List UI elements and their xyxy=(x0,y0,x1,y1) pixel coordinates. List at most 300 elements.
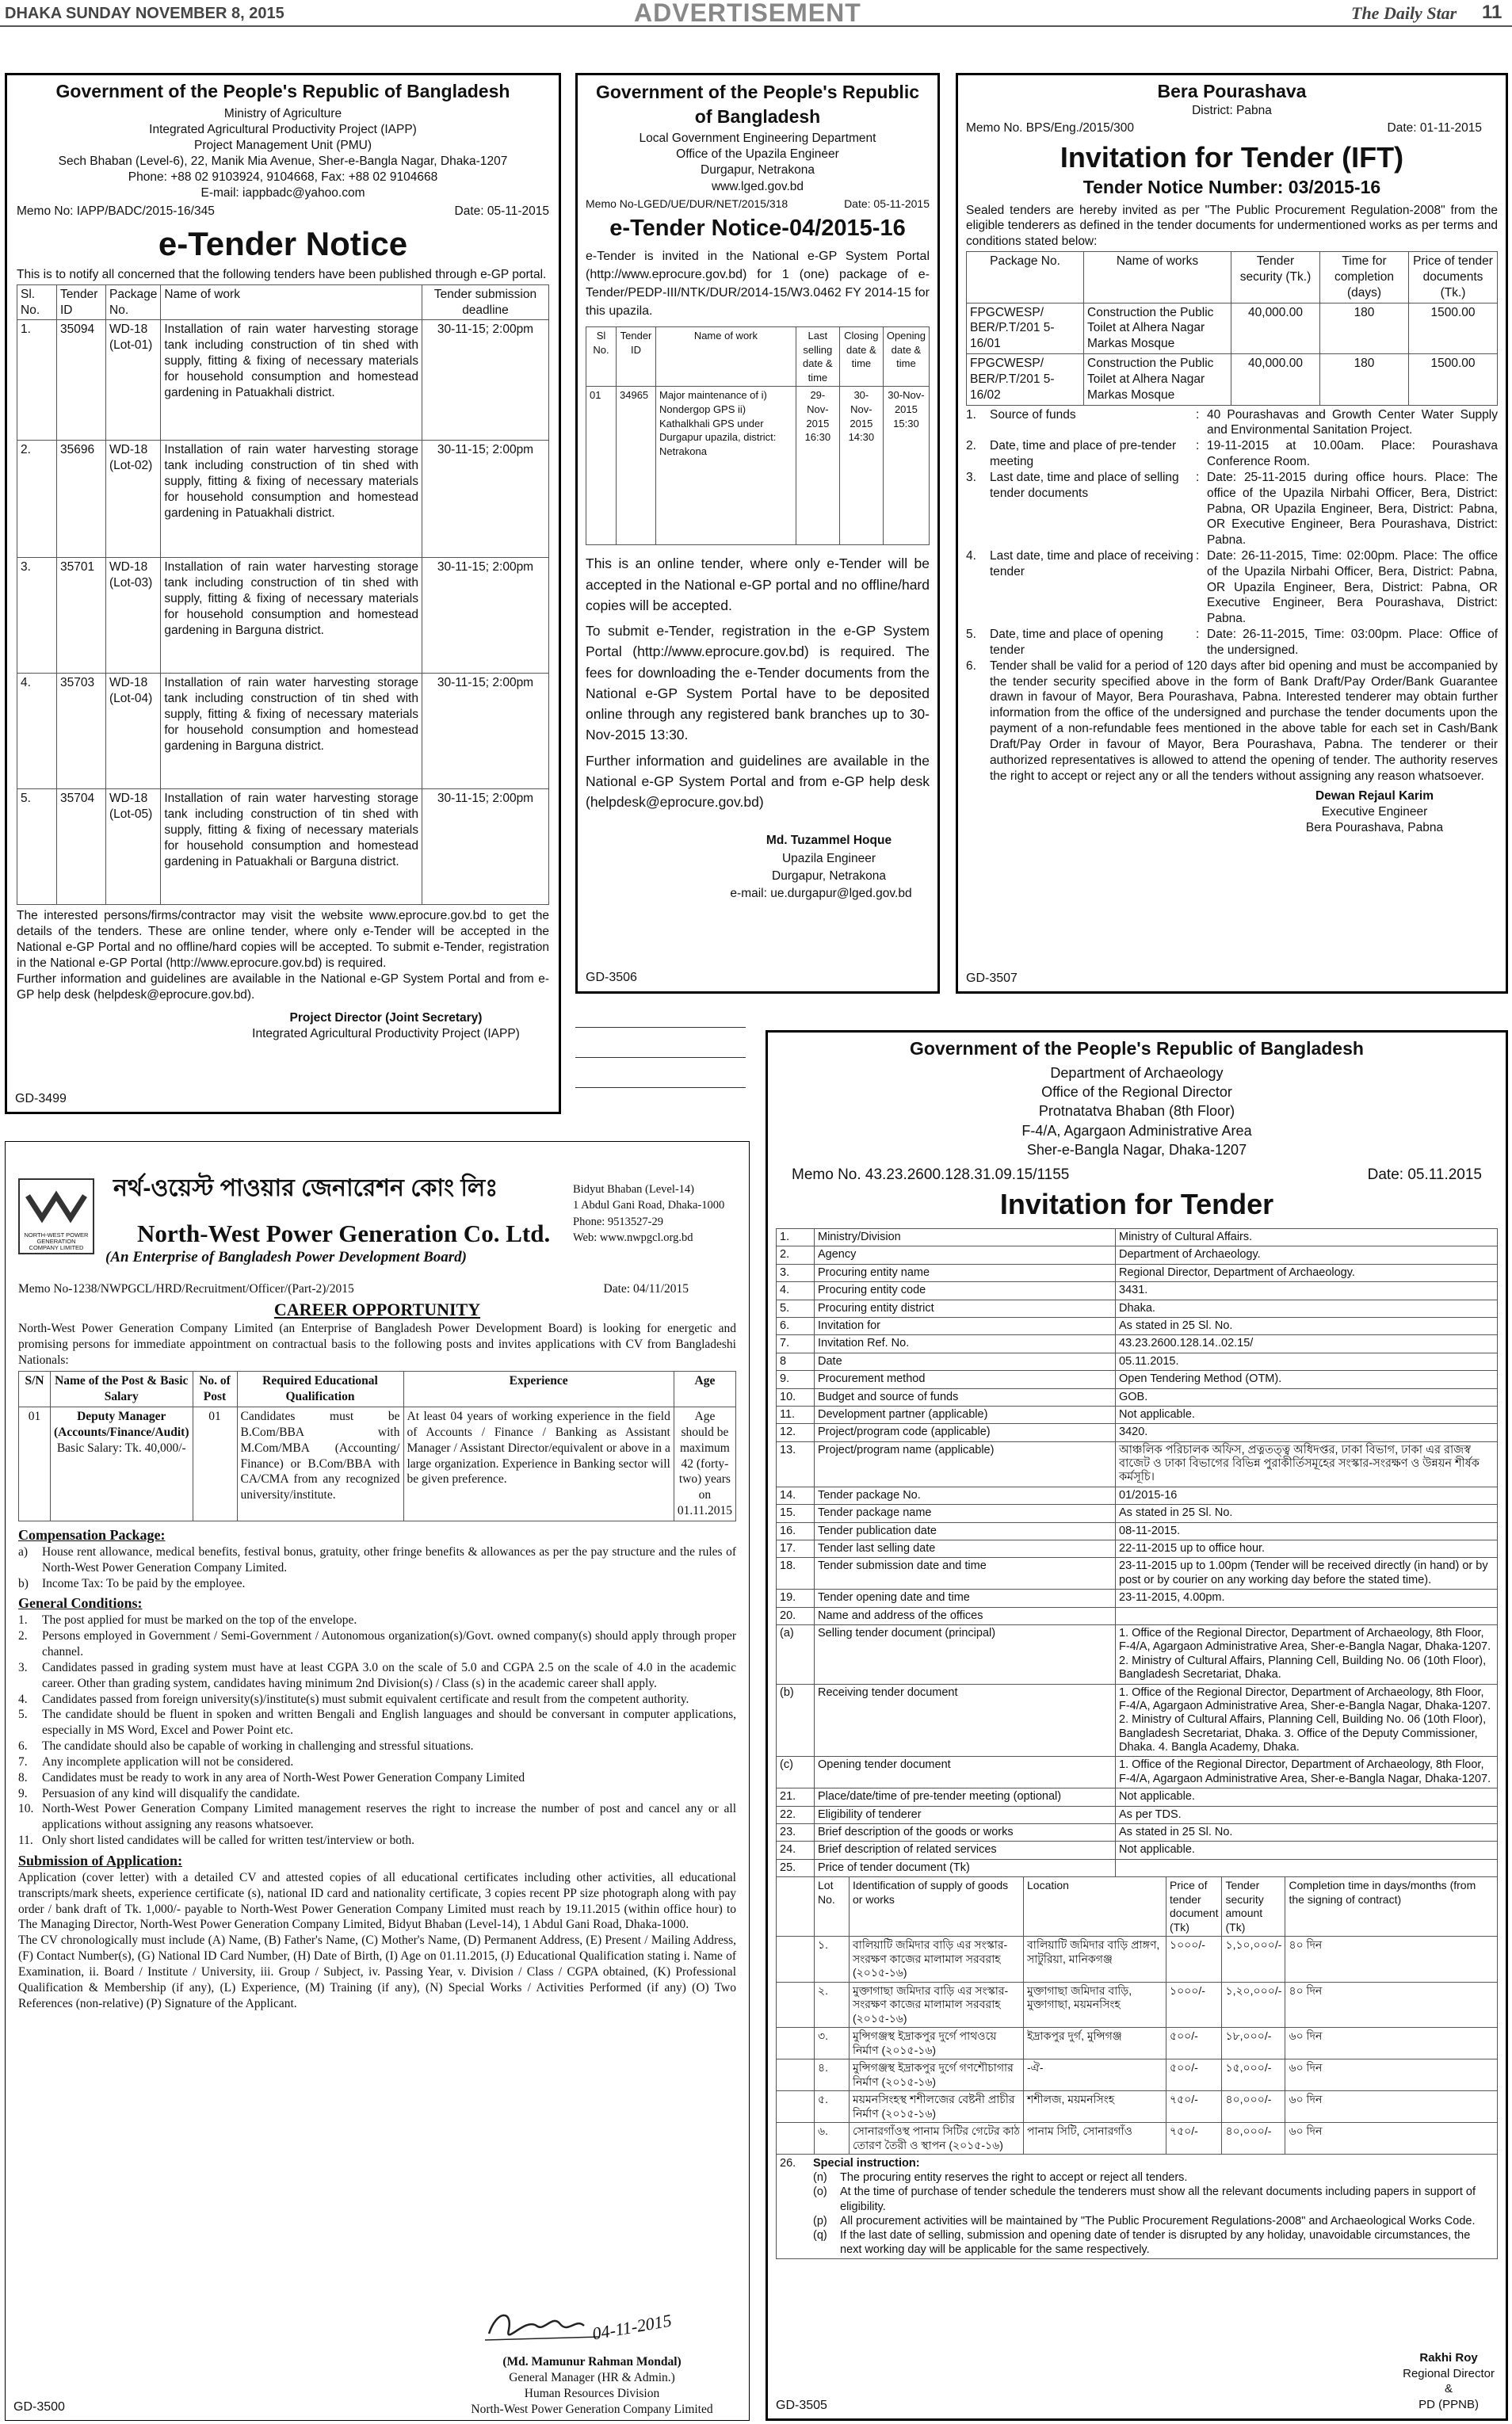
row-value: 22-11-2015 up to office hour. xyxy=(1116,1540,1498,1558)
cell: ৬০ দিন xyxy=(1285,2028,1498,2059)
item-value: Tender shall be valid for a period of 120 days after bid opening and must be accompanied by the tender security specified above in the form of Bank Draft/Pay Order/Bank Guarantee drawn in favour of Mayor, Bera Pourashava, Pabna. Interested tenderer may obtain further information from the office of the undersigned and purchase the tender documents upon the payment of a non-refundable fees mentioned in the above table for each set in Cash/Bank Draft/Pay Order in favour of Mayor, Bera Pourashava, Pabna. The tenderer or their authorized representatives is allowed to attend the opening of tender. The authority reserves the right to accept or reject any or all the tenders without assigning any reason whatsoever. xyxy=(990,658,1498,783)
row-number: (c) xyxy=(777,1757,815,1788)
row-value xyxy=(1116,1859,1498,1876)
website: Web: www.nwpgcl.org.bd xyxy=(573,1231,693,1244)
item-number: 4. xyxy=(966,549,976,563)
section-heading: Special instruction: xyxy=(813,2157,920,2170)
col-header: Tender ID xyxy=(57,284,106,320)
ad-footer-text: Further information and guidelines are available in the National e-GP System Portal and from e-GP help desk (helpdesk@eprocure.gov.bd). xyxy=(17,972,549,1002)
lot-row xyxy=(777,2059,1498,2091)
list-item xyxy=(18,1754,736,1770)
list-item xyxy=(18,1692,736,1708)
item-number: 1. xyxy=(966,407,976,422)
signature-date: 04-11-2015 xyxy=(590,2310,674,2344)
company-subtitle: (An Enterprise of Bangladesh Power Development Board) xyxy=(105,1249,468,1265)
row-value: As stated in 25 Sl. No. xyxy=(1116,1317,1498,1334)
ad-paragraph: Further information and guidelines are available in the National e-GP System Portal and from e-GP help desk (helpdesk@eprocure.gov.bd) xyxy=(586,752,930,811)
cell: WD-18 (Lot-04) xyxy=(106,674,161,789)
terms-list xyxy=(966,407,1498,784)
ad-address-line: Durgapur, Netrakona xyxy=(701,163,815,178)
item-number: b) xyxy=(18,1576,29,1590)
row-label: Tender publication date xyxy=(815,1522,1116,1540)
table-row xyxy=(967,354,1498,405)
item-text: Candidates passed in grading system must have at least CGPA 3.0 on the scale of 5.0 and CGPA 2.5 on the scale of 4.0 in the academic career. Other than grading system, candidates having minimum 2nd Division(s) / Class (s) in the academic career shall apply. xyxy=(42,1660,736,1690)
cell: -ঐ- xyxy=(1024,2059,1166,2091)
table-row xyxy=(777,1487,1498,1504)
item-key: Last date, time and place of selling tender documents xyxy=(990,470,1179,500)
col-header: S/N xyxy=(19,1372,51,1407)
cell: ৬০ দিন xyxy=(1285,2059,1498,2091)
gd-number: GD-3507 xyxy=(966,971,1018,985)
ad-footer-text: The interested persons/firms/contractor may visit the website www.eprocure.gov.bd to get the details of the tenders. These are online tender, where only e-Tender will be accepted in the National e-GP Portal and no offline/hard copies will be accepted. To submit e-Tender, registration in the National e-GP Portal (http://www.eprocure.gov.bd) is required. xyxy=(17,909,549,970)
cell: ৭৫০/- xyxy=(1166,2123,1222,2155)
table-row xyxy=(777,1371,1498,1388)
post-salary: Basic Salary: Tk. 40,000/- xyxy=(56,1441,186,1455)
memo-date: Date: 05-11-2015 xyxy=(454,204,549,219)
cell: Construction the Public Toilet at Alhera Nagar Markas Mosque xyxy=(1084,303,1231,353)
item-number: (q) xyxy=(813,2228,827,2242)
row-number: 20. xyxy=(777,1607,815,1624)
company-address xyxy=(573,1181,724,1246)
gd-number: GD-3499 xyxy=(15,1091,67,1105)
col-header: Tender submission deadline xyxy=(422,284,549,320)
row-label: Tender submission date and time xyxy=(815,1558,1116,1590)
ad-address-line: Department of Archaeology xyxy=(1050,1064,1224,1081)
item-text: The candidate should be fluent in spoken and written Bengali and English languages and should be conversant in computer applications, especially in MS Word, Excel and Power Point etc. xyxy=(42,1708,736,1738)
cell: 1500.00 xyxy=(1409,354,1498,405)
list-item xyxy=(780,2185,1494,2213)
ad-district: District: Pabna xyxy=(1192,104,1272,118)
row-number: 11. xyxy=(777,1406,815,1423)
table-row xyxy=(777,1246,1498,1264)
ad-address-line: Sher-e-Bangla Nagar, Dhaka-1207 xyxy=(1026,1141,1247,1158)
list-item xyxy=(18,1660,736,1692)
cell: ৫০০/- xyxy=(1166,2028,1222,2059)
table-row xyxy=(777,1607,1498,1624)
cell: WD-18 (Lot-02) xyxy=(106,441,161,558)
item-number: 3. xyxy=(18,1660,28,1674)
cell: পানাম সিটি, সোনারগাঁও xyxy=(1024,2123,1166,2155)
cell: ১. xyxy=(815,1937,850,1983)
ad-paragraph: This is an online tender, where only e-Tender will be accepted in the National e-GP portal and no offline/hard copies will be accepted. xyxy=(586,555,930,613)
address-line: Bidyut Bhaban (Level-14) xyxy=(573,1183,695,1196)
row-label: Development partner (applicable) xyxy=(815,1406,1116,1423)
row-number: 21. xyxy=(777,1788,815,1806)
cell: 29-Nov-2015 16:30 xyxy=(796,387,839,545)
cell: At least 04 years of working experience in the field of Accounts / Finance / Banking as Assistant Manager / Assistant Director/equivalent or above in a large organization. Experience in Banking sector will be given preference. xyxy=(403,1407,674,1521)
row-number: 19. xyxy=(777,1590,815,1607)
header-paper-name: The Daily Star xyxy=(1351,3,1457,23)
table-row xyxy=(777,1335,1498,1353)
list-item xyxy=(18,1707,736,1739)
cell: ১,১০,০০০/- xyxy=(1222,1937,1285,1983)
cell: ১,২০,০০০/- xyxy=(1222,1982,1285,2028)
table-row xyxy=(17,441,549,558)
table-row xyxy=(777,1353,1498,1370)
table-row xyxy=(17,320,549,441)
cell: Age should be maximum 42 (forty-two) years on 01.11.2015 xyxy=(674,1407,735,1521)
row-value: 43.23.2600.128.14..02.15/ xyxy=(1116,1335,1498,1353)
cell: 30-11-15; 2:00pm xyxy=(422,558,549,674)
item-key: Date, time and place of pre-tender meeting xyxy=(990,439,1177,469)
lot-row xyxy=(777,1982,1498,2028)
row-label: Project/program name (applicable) xyxy=(815,1441,1116,1487)
table-row xyxy=(777,1522,1498,1540)
row-number: (b) xyxy=(777,1684,815,1757)
item-text: Only short listed candidates will be called for written test/interview or both. xyxy=(42,1834,415,1848)
table-row xyxy=(777,1388,1498,1406)
item-text: Persuasion of any kind will disqualify the candidate. xyxy=(42,1786,300,1800)
table-row xyxy=(777,1558,1498,1590)
signatory-title: Upazila Engineer xyxy=(781,851,876,865)
cell: ৭৫০/- xyxy=(1166,2091,1222,2123)
item-number: 9. xyxy=(18,1786,28,1800)
ad-address-line: Office of the Regional Director xyxy=(1041,1084,1232,1101)
cell: 180 xyxy=(1320,303,1409,353)
memo-date: Date: 05.11.2015 xyxy=(1367,1166,1482,1184)
table-row xyxy=(17,558,549,674)
cell: ১০০০/- xyxy=(1166,1937,1222,1983)
cell: ১৫,০০০/- xyxy=(1222,2059,1285,2091)
row-label: Budget and source of funds xyxy=(815,1388,1116,1406)
row-label: Procurement method xyxy=(815,1371,1116,1388)
row-label: Procuring entity name xyxy=(815,1264,1116,1281)
table-row xyxy=(17,674,549,789)
row-number: 18. xyxy=(777,1558,815,1590)
item-text: Persons employed in Government / Semi-Government / Autonomous organization(s)/Govt. owned company(s) should apply through proper channel. xyxy=(42,1629,736,1659)
row-value: Not applicable. xyxy=(1116,1842,1498,1859)
row-number: 15. xyxy=(777,1505,815,1522)
row-label: Date xyxy=(815,1353,1116,1370)
cell: মুক্তাগাছা জমিদার বাড়ি, মুক্তাগাছা, ময়মনসিংহ xyxy=(1024,1982,1166,2028)
signatory-title: General Manager (HR & Admin.) xyxy=(509,2371,675,2385)
row-value: Dhaka. xyxy=(1116,1300,1498,1317)
table-row xyxy=(777,1788,1498,1806)
table-row xyxy=(19,1407,736,1521)
item-text: Income Tax: To be paid by the employee. xyxy=(42,1576,246,1590)
cell: 1500.00 xyxy=(1409,303,1498,353)
cell: ১৮,০০০/- xyxy=(1222,2028,1285,2059)
row-number: 8 xyxy=(777,1353,815,1370)
row-number: 10. xyxy=(777,1388,815,1406)
table-row xyxy=(777,1824,1498,1842)
row-number: 9. xyxy=(777,1371,815,1388)
ad-intro: e-Tender is invited in the National e-GP System Portal (http://www.eprocure.gov.bd) for 1 (one) package of e-Tender/PEDP-III/NTK/DUR/2014-15/W3.0462 FY 2014-15 for this upazila. xyxy=(586,249,930,319)
submission-text: Application (cover letter) with a detailed CV and attested copies of all educational certificates including other activities, all educational transcripts/mark sheets, experience certificate (s), national ID card and nationality certificate, 3 copies recent PP size photograph along with pay order / bank draft of Tk. 1,000/- payable to North-West Power Generation Company Limited must reach by 19.11.2015 (within office hour) to The Managing Director, North-West Power Generation Company Limited, Bidyut Bhaban (Level-14), 1 Abdul Gani Road, Dhaka-1000. xyxy=(18,1870,736,1932)
table-row xyxy=(777,1859,1498,1876)
list-item: 3. Last date, time and place of selling tender documents : Date: 25-11-2015 during office hours. Place: The office of the Upazila Nirbahi Officer, Bera, District: Pabna, OR Upazila Engineer, Bera, District: Pabna, OR Executive Engineer, Bera Pourashava, District: Pabna. xyxy=(966,470,1498,548)
cell: ৪০,০০০/- xyxy=(1222,2123,1285,2155)
cell: Installation of rain water harvesting storage tank including construction of tin shed with supply, fitting & fixing of necessary materials for household consumption and homestead gardening in Patuakhali district. xyxy=(161,441,422,558)
cell: Construction the Public Toilet at Alhera Nagar Markas Mosque xyxy=(1084,354,1231,405)
table-row xyxy=(777,1228,1498,1246)
row-value: GOB. xyxy=(1116,1388,1498,1406)
item-number: 1. xyxy=(18,1613,28,1628)
cell: ৫০০/- xyxy=(1166,2059,1222,2091)
signatory-amp: & xyxy=(1445,2382,1453,2395)
row-number: (a) xyxy=(777,1624,815,1684)
cell: মুন্সিগঞ্জস্থ ইদ্রাকপুর দুর্গে গণশৌচাগার নির্মাণ (২০১৫-১৬) xyxy=(850,2059,1024,2091)
row-value: Regional Director, Department of Archaeology. xyxy=(1116,1264,1498,1281)
memo-number: Memo No. BPS/Eng./2015/300 xyxy=(966,121,1134,136)
cell: ইদ্রাকপুর দুর্গ, মুন্সিগঞ্জ xyxy=(1024,2028,1166,2059)
row-label: Brief description of related services xyxy=(815,1842,1116,1859)
row-number: 12. xyxy=(777,1424,815,1441)
table-row xyxy=(17,789,549,905)
list-item: 2. Date, time and place of pre-tender meeting : 19-11-2015 at 10.00am. Place: Pourashava Conference Room. xyxy=(966,439,1498,469)
cell: 35696 xyxy=(57,441,106,558)
item-value: 40 Pourashavas and Growth Center Water Supply and Environmental Sanitation Project. xyxy=(1207,407,1498,437)
cell: WD-18 (Lot-01) xyxy=(106,320,161,441)
item-text: North-West Power Generation Company Limited management reserves the right to increase the number of post and cancel any or all applications without assigning any reasons whatsoever. xyxy=(42,1802,736,1832)
row-label: Agency xyxy=(815,1246,1116,1264)
gd-number: GD-3505 xyxy=(776,2399,827,2412)
signatory-office: Bera Pourashava, Pabna xyxy=(1305,821,1444,835)
ad-paragraph: To submit e-Tender, registration in the e-GP System Portal (http://www.eprocure.gov.bd) is required. The fees for downloading the e-Tender documents from the National e-GP System Portal have to be deposited online through any registered bank branches up to 30-Nov-2015 13:30. xyxy=(586,623,930,743)
ad-email: E-mail: iappbadc@yahoo.com xyxy=(200,185,365,200)
item-number: 6. xyxy=(966,658,976,673)
cell: Installation of rain water harvesting storage tank including construction of tin shed with supply, fitting & fixing of necessary materials for household consumption and homestead gardening in Barguna district. xyxy=(161,558,422,674)
iapp-etender-ad xyxy=(5,73,561,1114)
signatory-name: Rakhi Roy xyxy=(1419,2351,1478,2365)
list-item xyxy=(18,1786,736,1802)
table-row xyxy=(777,1590,1498,1607)
item-value: Date: 26-11-2015, Time: 03:00pm. Place: Office of the undersigned. xyxy=(1207,628,1498,657)
cell: 35704 xyxy=(57,789,106,905)
col-header: Package No. xyxy=(106,284,161,320)
ad-address-line: Ministry of Agriculture xyxy=(223,107,342,121)
col-header: Closing date & time xyxy=(839,327,883,387)
memo-number: Memo No-LGED/UE/DUR/NET/2015/318 xyxy=(586,197,788,210)
phone: Phone: 9513527-29 xyxy=(573,1215,663,1228)
tender-table xyxy=(17,284,549,906)
signatory-office: Durgapur, Netrakona xyxy=(772,868,886,883)
ad-title: Bera Pourashava xyxy=(1157,81,1307,101)
cell: Installation of rain water harvesting storage tank including construction of tin shed with supply, fitting & fixing of necessary materials for household consumption and homestead gardening in Barguna district. xyxy=(161,674,422,789)
cell: শশীলজ, ময়মনসিংহ xyxy=(1024,2091,1166,2123)
item-number: 5. xyxy=(18,1708,28,1722)
cell: 30-11-15; 2:00pm xyxy=(422,789,549,905)
header-page-number: 11 xyxy=(1482,2,1502,23)
cell: 3. xyxy=(17,558,57,674)
logo-wave-icon xyxy=(20,1180,93,1227)
page-header xyxy=(0,0,1512,27)
item-text: All procurement activities will be maintained by "The Public Procurement Regulations-2008" and Archaeological Works Code. xyxy=(840,2214,1476,2227)
list-item xyxy=(18,1833,736,1849)
cell: WD-18 (Lot-05) xyxy=(106,789,161,905)
col-header: Required Educational Qualification xyxy=(237,1372,403,1407)
signatory-name: Md. Tuzammel Hoque xyxy=(766,834,892,848)
ad-address-line: Phone: +88 02 9103924, 9104668, Fax: +88 02 9104668 xyxy=(128,170,438,184)
cell: 34965 xyxy=(617,387,656,545)
signature-block xyxy=(1403,2350,1495,2412)
item-text: At the time of purchase of tender schedule the tenderers must show all the relevant documents including papers in support of eligibility. xyxy=(840,2185,1476,2213)
cell: বালিয়াটি জমিদার বাড়ি প্রাঙ্গণ, সাটুরিয়া, মানিকগঞ্জ xyxy=(1024,1937,1166,1983)
row-label: Receiving tender document xyxy=(815,1684,1116,1757)
signatory-title: Regional Director xyxy=(1403,2366,1495,2380)
cell: ৪০ দিন xyxy=(1285,1937,1498,1983)
table-row xyxy=(777,1424,1498,1441)
row-label: Selling tender document (principal) xyxy=(815,1624,1116,1684)
company-logo xyxy=(18,1178,94,1254)
cell: 4. xyxy=(17,674,57,789)
table-row xyxy=(777,1300,1498,1317)
cell: 30-11-15; 2:00pm xyxy=(422,320,549,441)
row-value: আঞ্চলিক পরিচালক অফিস, প্রত্নতত্ত্ব অধিদপ্তর, ঢাকা বিভাগ, ঢাকা এর রাজস্ব বাজেট ও ঢাকা বিভাগের বিভিন্ন পুরাকীর্তিসমূহের সংস্কার-সংরক্ষণ ও উন্নয়ন শীর্ষক কর্মসূচি। xyxy=(1116,1441,1498,1487)
ad-address-line: Office of the Upazila Engineer xyxy=(676,147,839,162)
table-row xyxy=(777,1684,1498,1757)
row-value: As stated in 25 Sl. No. xyxy=(1116,1824,1498,1842)
tender-table xyxy=(966,251,1498,405)
cell: 30-Nov-2015 15:30 xyxy=(883,387,929,545)
row-value: As per TDS. xyxy=(1116,1806,1498,1823)
cell: 30-11-15; 2:00pm xyxy=(422,441,549,558)
row-number: 13. xyxy=(777,1441,815,1487)
list-item xyxy=(18,1801,736,1833)
memo-number: Memo No. 43.23.2600.128.31.09.15/1155 xyxy=(792,1166,1070,1184)
list-item xyxy=(18,1613,736,1628)
memo-date: Date: 05-11-2015 xyxy=(844,197,930,210)
row-label: Eligibility of tenderer xyxy=(815,1806,1116,1823)
ad-title: Government of the People's Republic of Bangladesh xyxy=(910,1038,1364,1059)
cell: ২. xyxy=(815,1982,850,2028)
lot-table xyxy=(776,1877,1498,2155)
row-value: 1. Office of the Regional Director, Department of Archaeology, 8th Floor, F-4/A, Agargaon Administrative Area, Sher-e-Bangla Nagar, Dhaka-1207. 2. Ministry of Cultural Affairs, Planning Cell, Building No. 06 (10th Floor), Bangladesh Secretariat, Dhaka. xyxy=(1116,1624,1498,1684)
table-row xyxy=(777,1317,1498,1334)
item-key: Source of funds xyxy=(990,407,1076,422)
cell: 35094 xyxy=(57,320,106,441)
col-header: Location xyxy=(1024,1877,1166,1937)
vacancy-table xyxy=(18,1371,736,1521)
ad-address-line: Local Government Engineering Department xyxy=(639,132,876,146)
row-label: Tender package name xyxy=(815,1505,1116,1522)
row-number: 7. xyxy=(777,1335,815,1353)
table-row xyxy=(777,1624,1498,1684)
address-line: 1 Abdul Gani Road, Dhaka-1000 xyxy=(573,1199,725,1212)
item-text: The procuring entity reserves the right to accept or reject all tenders. xyxy=(840,2171,1188,2185)
cell: ৫. xyxy=(815,2091,850,2123)
item-text: If the last date of selling, submission and opening date of tender is disrupted by any holiday, unavoidable circumstances, the next working day will be applicable for the same respectively. xyxy=(840,2228,1471,2256)
nwpgcl-career-ad xyxy=(5,1141,750,2421)
item-number: 6. xyxy=(18,1739,28,1754)
row-value: 3420. xyxy=(1116,1424,1498,1441)
cell: 5. xyxy=(17,789,57,905)
item-value: Date: 26-11-2015, Time: 02:00pm. Place: The office of the Upazila Nirbahi Officer, Bera, District: Pabna, OR Upazila Engineer, Bera, District: Pabna, OR Executive Engineer, Bera Pourashava, District: Pabna. xyxy=(1207,549,1498,626)
col-header: Completion time in days/months (from the signing of contract) xyxy=(1285,1877,1498,1937)
special-instructions xyxy=(776,2155,1498,2259)
cell: সোনারগাঁওস্থ পানাম সিটির গেটের কাঠ তোরণ তৈরী ও স্থাপন (২০১৫-১৬) xyxy=(850,2123,1024,2155)
table-row xyxy=(777,1441,1498,1487)
row-value xyxy=(1116,1607,1498,1624)
ad-website: www.lged.gov.bd xyxy=(711,179,804,193)
row-value: Ministry of Cultural Affairs. xyxy=(1116,1228,1498,1246)
cell: ৪০ দিন xyxy=(1285,1982,1498,2028)
row-number: 24. xyxy=(777,1842,815,1859)
row-value: Not applicable. xyxy=(1116,1406,1498,1423)
signatory-role: PD (PPNB) xyxy=(1418,2397,1479,2411)
cell: ময়মনসিংহস্থ শশীলজের বেষ্টনী প্রাচীর নির্মাণ (২০১৫-১৬) xyxy=(850,2091,1024,2123)
row-number: 5. xyxy=(777,1300,815,1317)
cell: ৬০ দিন xyxy=(1285,2123,1498,2155)
cell: 40,000.00 xyxy=(1231,354,1320,405)
section-heading: General Conditions: xyxy=(18,1595,143,1612)
signatory-title: Executive Engineer xyxy=(1321,805,1428,819)
ad-intro: Sealed tenders are hereby invited as per "The Public Procurement Regulation-2008" from the eligible tenderers as defined in the tender documents for undermentioned works as per terms and conditions stated below: xyxy=(966,203,1498,249)
cv-requirements: The CV chronologically must include (A) Name, (B) Father's Name, (C) Mother's Name, (D) Permanent Address, (E) Present / Mailing Address, (F) Contact Number(s), (G) National ID Card Number, (H) Date of Birth, (I) Age on 01.11.2015, (J) Educational Qualification stating i. Name of Examination, ii. Board / Institute / University, iii. Group / Subject, iv. Passing Year, v. Division / Class / CGPA obtained, (K) Professional Qualification & Membership (if any), (L) Experience, (M) Training (if any), (N) Special Works / Activities Performed (if any) (O) Two References (non-relative) (P) Signature of the Applicant. xyxy=(18,1933,736,2010)
memo-date: Date: 01-11-2015 xyxy=(1387,121,1482,136)
row-value: 08-11-2015. xyxy=(1116,1522,1498,1540)
table-row xyxy=(777,1264,1498,1281)
list-item xyxy=(18,1576,736,1592)
row-number: 6. xyxy=(777,1317,815,1334)
row-number: 17. xyxy=(777,1540,815,1558)
row-number: 22. xyxy=(777,1806,815,1823)
ad-title: Government of the People's Republic of Bangladesh xyxy=(55,81,510,101)
table-row xyxy=(777,1406,1498,1423)
cell: 30-11-15; 2:00pm xyxy=(422,674,549,789)
item-number: (n) xyxy=(813,2171,827,2185)
col-header: Experience xyxy=(403,1372,674,1407)
col-header: Age xyxy=(674,1372,735,1407)
company-bangla-name: নর্থ-ওয়েস্ট পাওয়ার জেনারেশন কোং লিঃ xyxy=(113,1175,498,1201)
col-header: Name of the Post & Basic Salary xyxy=(51,1372,193,1407)
ad-heading: CAREER OPPORTUNITY xyxy=(273,1299,481,1319)
list-item xyxy=(780,2228,1494,2257)
list-item: 5. Date, time and place of opening tender : Date: 26-11-2015, Time: 03:00pm. Place: Office of the undersigned. xyxy=(966,628,1498,657)
row-number: 23. xyxy=(777,1824,815,1842)
row-label: Brief description of the goods or works xyxy=(815,1824,1116,1842)
col-header: Name of work xyxy=(161,284,422,320)
table-row xyxy=(777,1757,1498,1788)
signatory-division: Human Resources Division xyxy=(524,2387,660,2401)
row-value: Open Tendering Method (OTM). xyxy=(1116,1371,1498,1388)
ad-intro: This is to notify all concerned that the following tenders have been published through e-GP portal. xyxy=(17,267,547,281)
company-name: North-West Power Generation Co. Ltd. xyxy=(137,1220,551,1247)
cell: 180 xyxy=(1320,354,1409,405)
row-label: Price of tender document (Tk) xyxy=(815,1859,1116,1876)
ad-title: Government of the People's Republic of Bangladesh xyxy=(595,82,920,128)
cell: 01 xyxy=(193,1407,237,1521)
cell: Major maintenance of i) Nondergop GPS ii) Kathalkhali GPS under Durgapur upazila, district: Netrakona xyxy=(656,387,796,545)
cell: ৬০ দিন xyxy=(1285,2091,1498,2123)
row-value: 1. Office of the Regional Director, Department of Archaeology, 8th Floor, F-4/A, Agargaon Administrative Area, Sher-e-Bangla Nagar, Dhaka-1207. 2. Ministry of Cultural Affairs, Planning Cell, Building No. 06 (10th Floor), Bangladesh Secretariat, Dhaka. 3. Office of the Deputy Commissioner, Dhaka. 4. Bangla Academy, Dhaka. xyxy=(1116,1684,1498,1757)
table-row xyxy=(967,303,1498,353)
row-label: Tender last selling date xyxy=(815,1540,1116,1558)
list-item xyxy=(18,1739,736,1754)
cell: Candidates must be B.Com/BBA with M.Com/MBA (Accounting/ Finance) or B.Com/BBA with CA/CMA from any recognized university/institute. xyxy=(237,1407,403,1521)
list-item: 4. Last date, time and place of receiving tender : Date: 26-11-2015, Time: 02:00pm. Place: The office of the Upazila Nirbahi Officer, Bera, District: Pabna, OR Upazila Engineer, Bera, District: Pabna, OR Executive Engineer, Bera Pourashava, District: Pabna. xyxy=(966,549,1498,626)
lot-row xyxy=(777,1937,1498,1983)
signatory-email: e-mail: ue.durgapur@lged.gov.bd xyxy=(730,886,912,900)
col-header: Sl No. xyxy=(586,327,617,387)
item-number: 7. xyxy=(18,1754,28,1769)
row-label: Tender opening date and time xyxy=(815,1590,1116,1607)
col-header: Tender ID xyxy=(617,327,656,387)
gd-number: GD-3500 xyxy=(13,2399,65,2414)
row-label: Ministry/Division xyxy=(815,1228,1116,1246)
signatory-name: (Md. Mamunur Rahman Mondal) xyxy=(502,2355,682,2369)
row-label: Procuring entity code xyxy=(815,1282,1116,1300)
row-label: Name and address of the offices xyxy=(815,1607,1116,1624)
item-number: 8. xyxy=(18,1770,28,1785)
table-row xyxy=(777,1806,1498,1823)
cell: ৪. xyxy=(815,2059,850,2091)
header-dateline: DHAKA SUNDAY NOVEMBER 8, 2015 xyxy=(5,5,284,22)
item-text: Candidates passed from foreign university(s)/institute(s) must submit equivalent certificate and result from the competent authority. xyxy=(42,1692,689,1706)
row-value: 23-11-2015, 4.00pm. xyxy=(1116,1590,1498,1607)
row-value: 1. Office of the Regional Director, Department of Archaeology, 8th Floor, F-4/A, Agargaon Administrative Area, Sher-e-Bangla Nagar, Dhaka-1207. xyxy=(1116,1757,1498,1788)
ad-address-line: Project Management Unit (PMU) xyxy=(194,139,372,153)
